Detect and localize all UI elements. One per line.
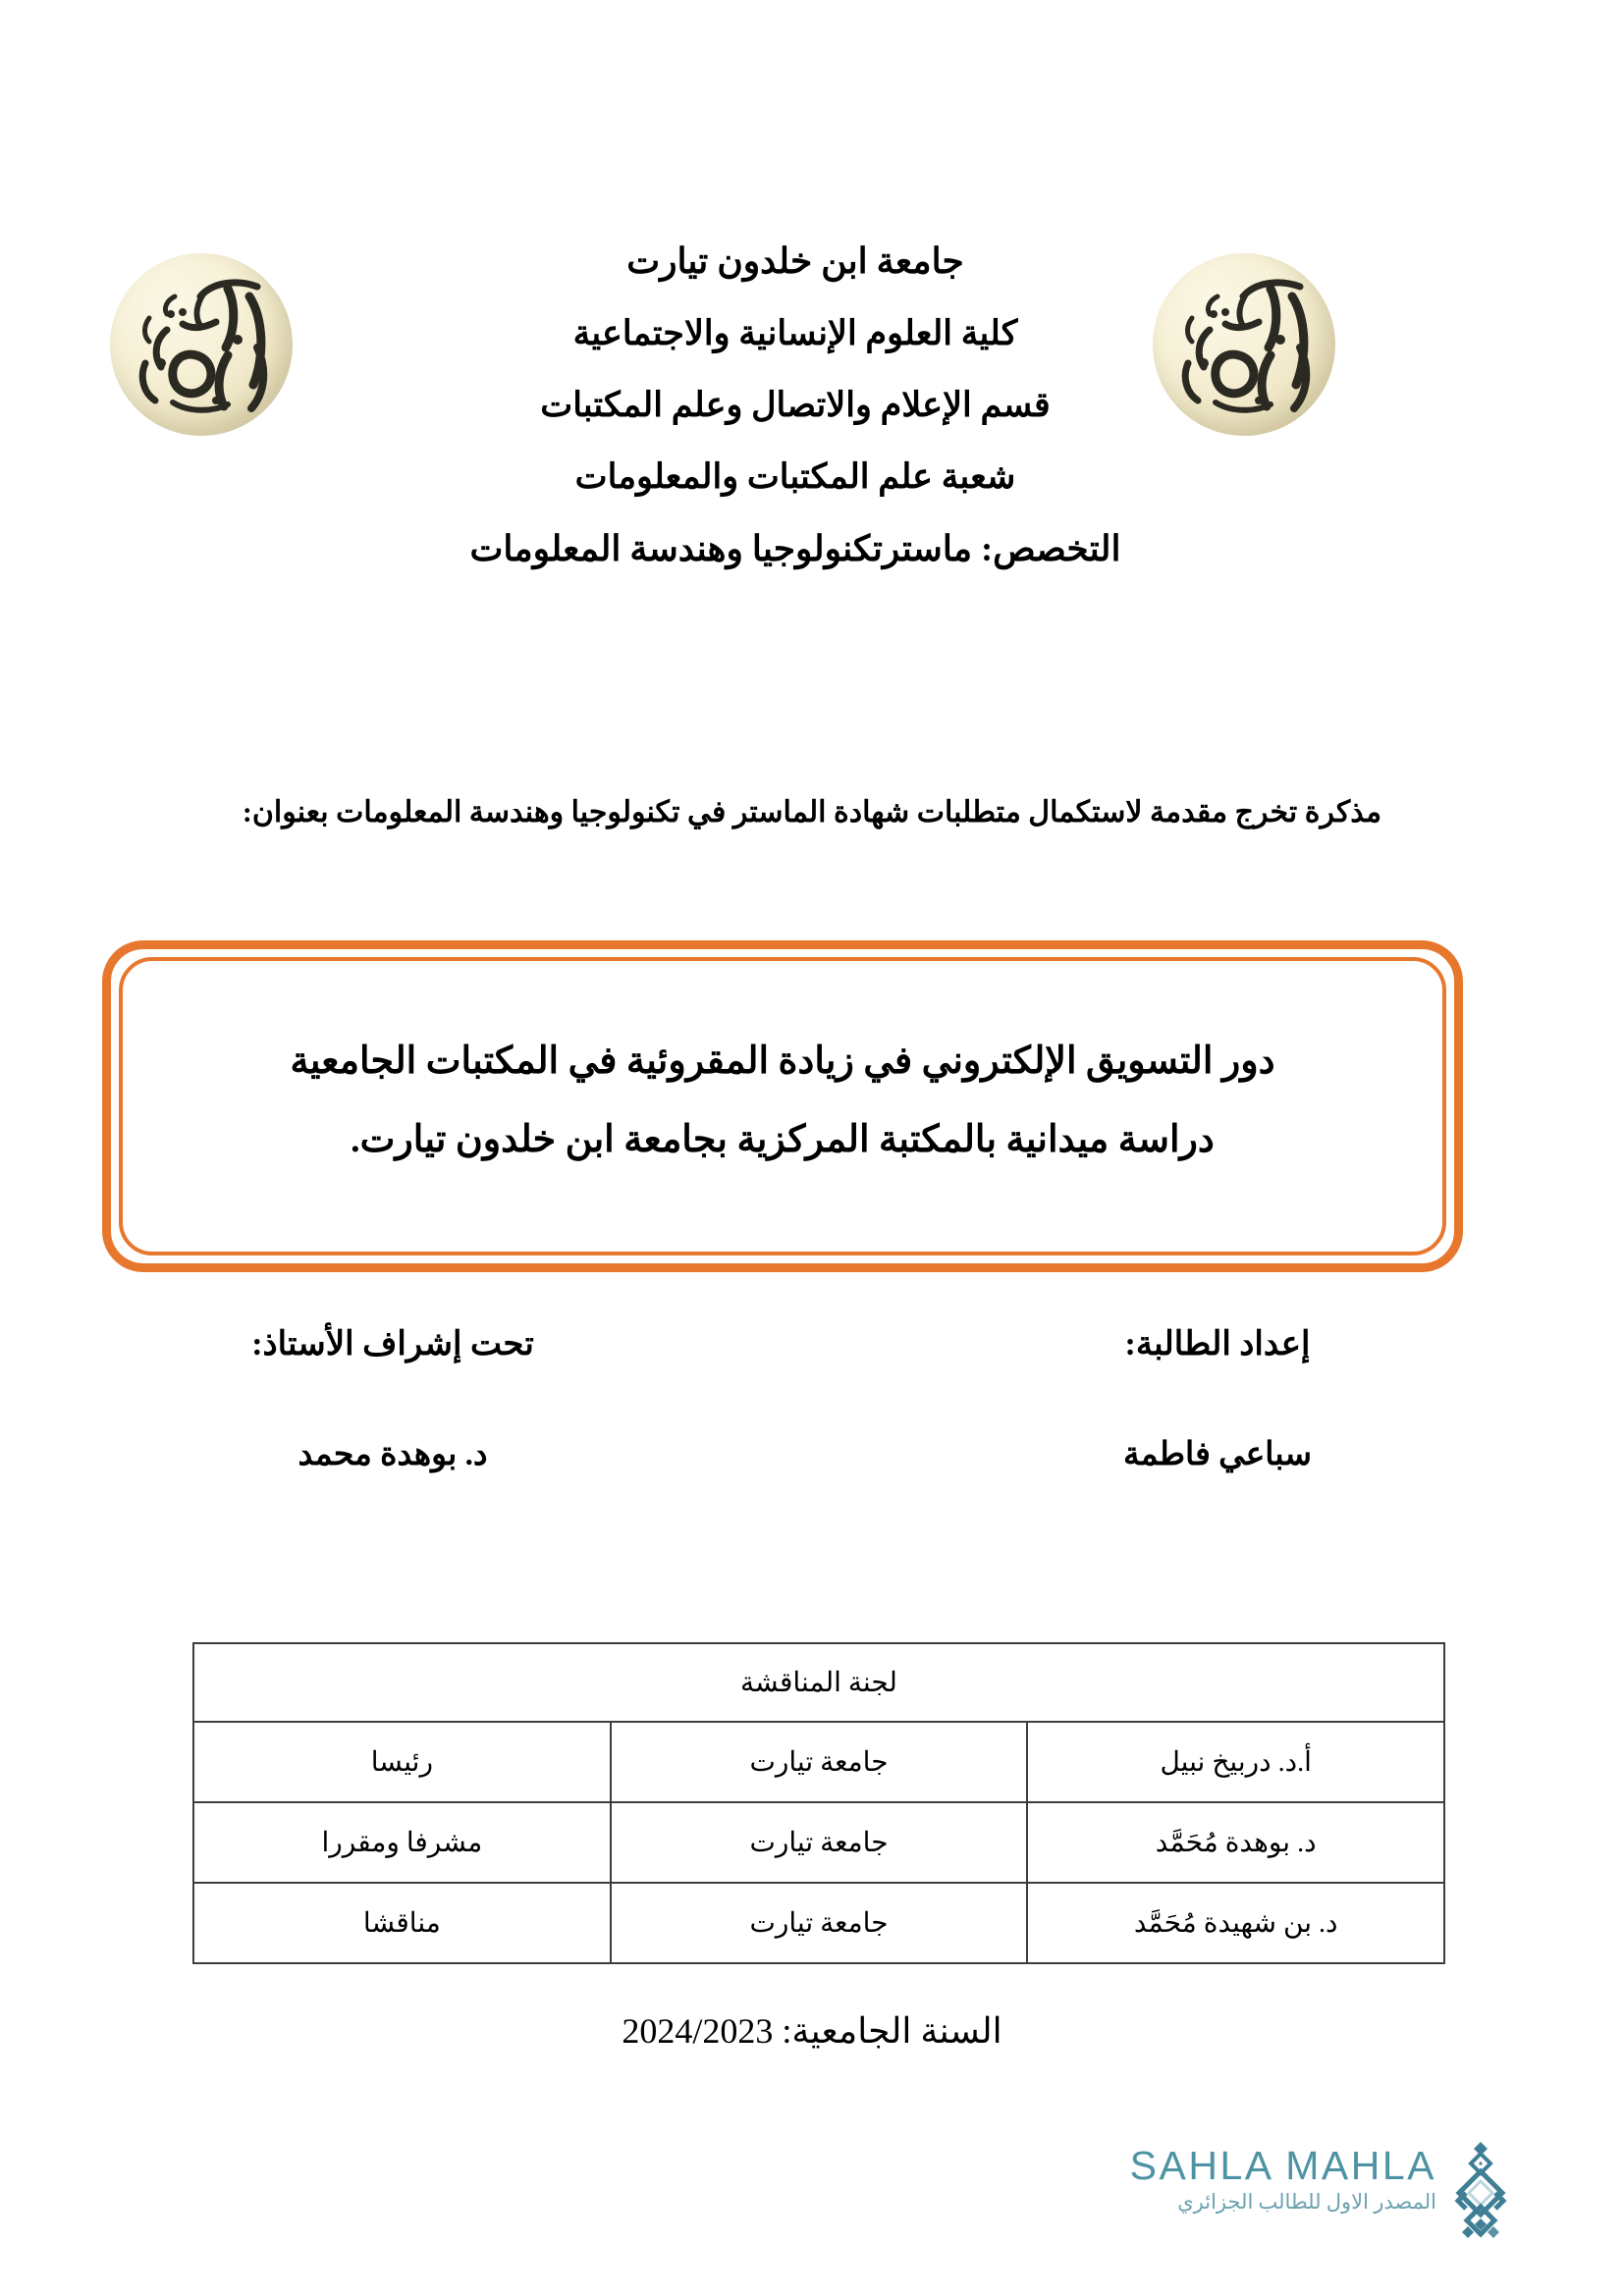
supervisor-name: د. بوهدة محمد bbox=[298, 1436, 488, 1472]
thesis-title-main: دور التسويق الإلكتروني في زيادة المقروئية في المكتبات الجامعية bbox=[290, 1041, 1275, 1083]
university-name: جامعة ابن خلدون تيارت bbox=[626, 241, 964, 281]
submission-statement: مذكرة تخرج مقدمة لاستكمال متطلبات شهادة الماستر في تكنولوجيا وهندسة المعلومات بعنوان: bbox=[242, 796, 1382, 828]
thesis-title-subtitle: دراسة ميدانية بالمكتبة المركزية بجامعة ابن خلدون تيارت. bbox=[351, 1119, 1215, 1160]
committee-member-name: د. بوهدة مُحَمَّد bbox=[1027, 1802, 1444, 1883]
academic-year: السنة الجامعية: 2024/2023 bbox=[622, 2011, 1002, 2051]
student-label: إعداد الطالبة: bbox=[1124, 1326, 1311, 1362]
specialization: التخصص: ماسترتكنولوجيا وهندسة المعلومات bbox=[469, 529, 1121, 568]
committee-member-role: رئيسا bbox=[193, 1722, 611, 1802]
supervisor-block bbox=[177, 1325, 609, 1474]
table-row bbox=[193, 1883, 1444, 1963]
committee-member-university: جامعة تيارت bbox=[611, 1802, 1028, 1883]
committee-heading-row bbox=[193, 1643, 1444, 1722]
committee-member-role: مشرفا ومقررا bbox=[193, 1802, 611, 1883]
author-supervisor-row bbox=[177, 1325, 1434, 1474]
branch-name: شعبة علم المكتبات والمعلومات bbox=[574, 457, 1016, 496]
committee-heading: لجنة المناقشة bbox=[193, 1643, 1444, 1722]
department-name: قسم الإعلام والاتصال وعلم المكتبات bbox=[540, 386, 1051, 424]
committee-table bbox=[192, 1642, 1445, 1964]
watermark-brand: SAHLA MAHLA bbox=[1129, 2143, 1436, 2188]
student-block bbox=[1001, 1325, 1434, 1474]
committee-member-name: أ.د. دربيخ نبيل bbox=[1027, 1722, 1444, 1802]
faculty-name: كلية العلوم الإنسانية والاجتماعية bbox=[572, 314, 1018, 352]
sahla-mahla-diamond-emblem bbox=[1444, 2142, 1517, 2244]
watermark-tagline: المصدر الاول للطالب الجزائري bbox=[1177, 2190, 1436, 2214]
institution-header bbox=[324, 243, 1267, 566]
committee-member-university: جامعة تيارت bbox=[611, 1883, 1028, 1963]
supervisor-label: تحت إشراف الأستاذ: bbox=[251, 1326, 534, 1362]
table-row bbox=[193, 1802, 1444, 1883]
sahla-mahla-watermark bbox=[1105, 2142, 1517, 2250]
thesis-title-text bbox=[179, 1023, 1386, 1190]
committee-member-university: جامعة تيارت bbox=[611, 1722, 1028, 1802]
university-logo-left bbox=[110, 253, 293, 436]
watermark-text bbox=[1130, 2142, 1436, 2213]
thesis-title-box bbox=[102, 940, 1463, 1272]
committee-member-role: مناقشا bbox=[193, 1883, 611, 1963]
table-row bbox=[193, 1722, 1444, 1802]
committee-member-name: د. بن شهيدة مُحَمَّد bbox=[1027, 1883, 1444, 1963]
student-name: سباعي فاطمة bbox=[1123, 1436, 1312, 1472]
